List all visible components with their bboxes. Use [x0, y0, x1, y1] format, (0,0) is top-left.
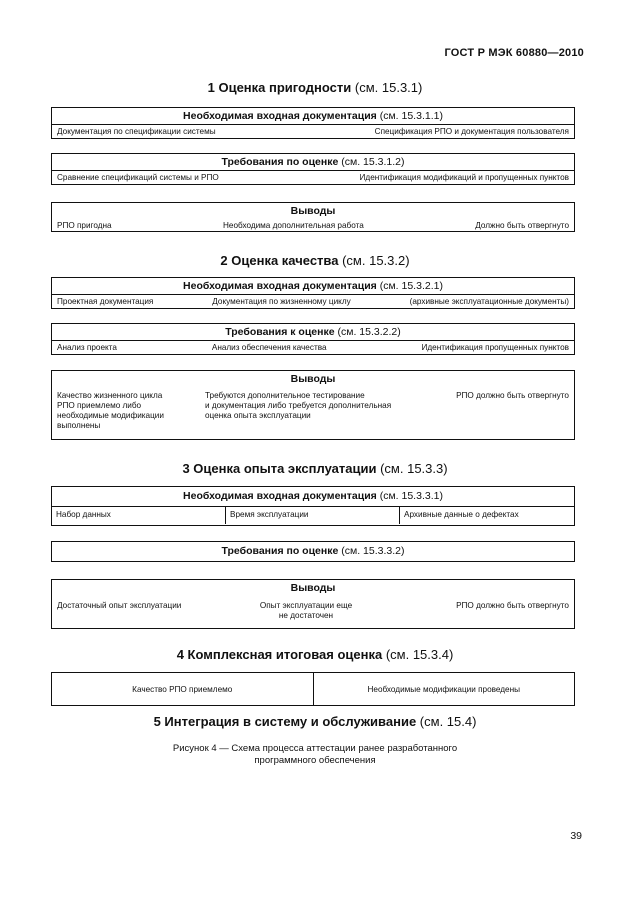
s2-req-title-text: Требования к оценке: [225, 326, 335, 338]
s3-docs-title: [52, 487, 574, 507]
s1-req-left: Сравнение спецификаций системы и РПО: [57, 173, 219, 182]
s3-docs-a: Набор данных: [52, 507, 226, 524]
s3-req-title: [52, 542, 574, 560]
s4-right: Необходимые модификации проведены: [367, 684, 520, 694]
s2-out-box: [51, 370, 575, 440]
section-1-title-text: 1 Оценка пригодности: [207, 80, 352, 95]
section-1-ref: (см. 15.3.1): [354, 80, 423, 95]
s3-docs-b: Время эксплуатации: [226, 507, 400, 524]
s4-result-box: [51, 672, 575, 706]
s3-docs-c: Архивные данные о дефектах: [404, 510, 519, 519]
s1-req-ref: (см. 15.3.1.2): [341, 156, 405, 168]
s2-docs-a: Проектная документация: [57, 297, 154, 306]
s1-req-title: [52, 154, 574, 171]
s2-req-a: Анализ проекта: [57, 343, 117, 352]
s1-out-b: Необходима дополнительная работа: [223, 221, 364, 230]
s3-out-title: Выводы: [290, 582, 336, 594]
section-3-ref: (см. 15.3.3): [380, 461, 448, 476]
s2-out-c: РПО должно быть отвергнуто: [456, 391, 569, 400]
s2-req-ref: (см. 15.3.2.2): [337, 326, 401, 338]
s2-req-title: [52, 324, 574, 341]
s4-left: Качество РПО приемлемо: [52, 673, 314, 705]
s2-docs-box: [51, 277, 575, 309]
s3-docs-box: [51, 486, 575, 526]
s2-out-title: Выводы: [290, 373, 336, 385]
s1-out-box: [51, 202, 575, 232]
s2-docs-title: [52, 278, 574, 295]
section-3-title: [0, 461, 630, 476]
s3-out-a: Достаточный опыт эксплуатации: [57, 601, 182, 610]
s1-docs-ref: (см. 15.3.1.1): [379, 110, 443, 122]
section-5-ref: (см. 15.4): [419, 714, 477, 729]
s2-docs-title-text: Необходимая входная документация: [183, 280, 377, 292]
caption-line-2: программного обеспечения: [254, 755, 376, 766]
section-2-title-text: 2 Оценка качества: [220, 253, 339, 268]
section-4-ref: (см. 15.3.4): [385, 647, 454, 662]
caption-line-1: Рисунок 4 — Схема процесса аттестации ранее разработанного: [172, 743, 458, 754]
s3-out-box: [51, 579, 575, 629]
s1-docs-right: Спецификация РПО и документация пользователя: [374, 127, 569, 136]
s1-req-box: [51, 153, 575, 185]
document-header: ГОСТ Р МЭК 60880—2010: [444, 47, 584, 59]
s2-docs-c: (архивные эксплуатационные документы): [409, 297, 569, 306]
s3-docs-title-text: Необходимая входная документация: [183, 490, 377, 502]
s1-docs-title-text: Необходимая входная документация: [183, 110, 377, 122]
s1-docs-left: Документация по спецификации системы: [57, 127, 216, 136]
section-3-title-text: 3 Оценка опыта эксплуатации: [182, 461, 377, 476]
s1-out-a: РПО пригодна: [57, 221, 112, 230]
s2-req-c: Идентификация пропущенных пунктов: [421, 343, 569, 352]
s2-out-b: Требуются дополнительное тестирование и документация либо требуется дополнительная оценка опыта эксплуатации: [205, 391, 392, 420]
section-5-title: [0, 714, 630, 729]
s2-out-a: Качество жизненного цикла РПО приемлемо либо необходимые модификации выполнены: [57, 391, 164, 430]
s3-out-c: РПО должно быть отвергнуто: [456, 601, 569, 610]
s2-docs-ref: (см. 15.3.2.1): [379, 280, 443, 292]
section-2-title: [0, 253, 630, 268]
s2-docs-b: Документация по жизненному циклу: [212, 297, 351, 306]
s1-out-title: Выводы: [290, 205, 336, 217]
section-5-title-text: 5 Интеграция в систему и обслуживание: [153, 714, 417, 729]
s3-req-box: [51, 541, 575, 562]
section-2-ref: (см. 15.3.2): [342, 253, 410, 268]
s2-req-box: [51, 323, 575, 355]
s1-docs-box: [51, 107, 575, 139]
s1-out-c: Должно быть отвергнуто: [475, 221, 569, 230]
s3-out-b: Опыт эксплуатации еще не достаточен: [259, 601, 353, 620]
page-number: 39: [570, 830, 582, 842]
section-4-title: [0, 647, 630, 662]
section-4-title-text: 4 Комплексная итоговая оценка: [176, 647, 383, 662]
s2-req-b: Анализ обеспечения качества: [211, 343, 327, 352]
s3-req-ref: (см. 15.3.3.2): [341, 545, 405, 557]
s1-req-title-text: Требования по оценке: [221, 156, 339, 168]
section-1-title: [0, 80, 630, 95]
s1-docs-title: [52, 108, 574, 125]
s3-req-title-text: Требования по оценке: [221, 545, 339, 557]
s1-req-right: Идентификация модификаций и пропущенных пунктов: [359, 173, 569, 182]
s3-docs-ref: (см. 15.3.3.1): [379, 490, 443, 502]
figure-caption: [0, 743, 630, 767]
